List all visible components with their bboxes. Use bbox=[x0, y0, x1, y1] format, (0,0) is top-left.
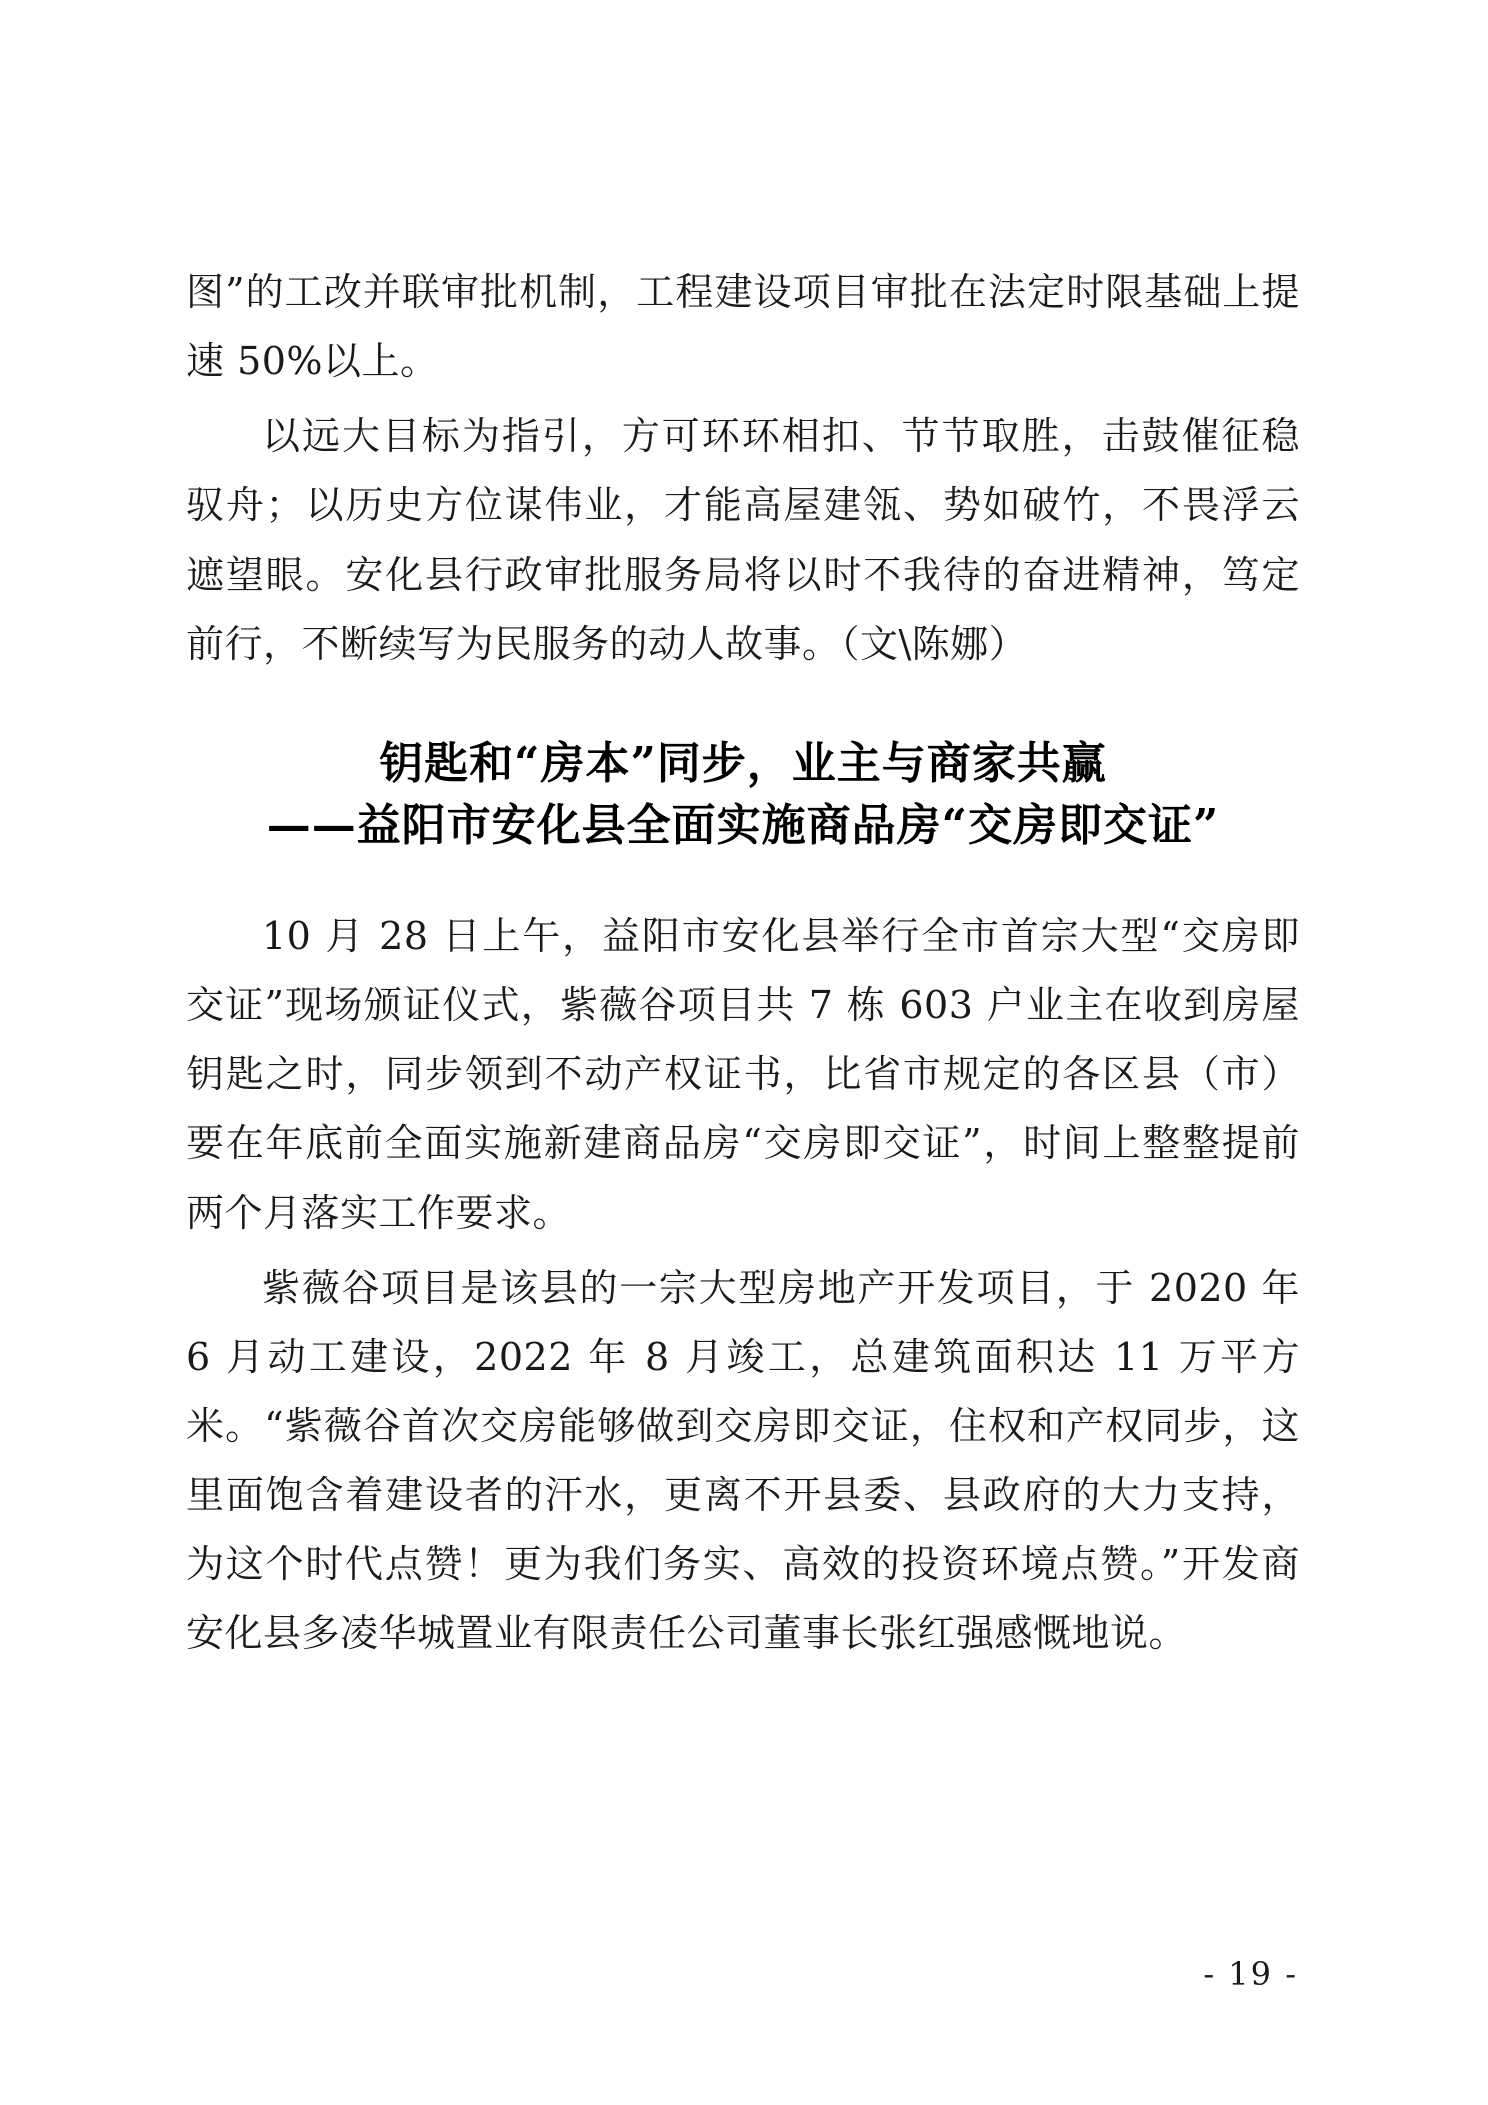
article-title-line-1: 钥匙和“房本”同步，业主与商家共赢 bbox=[379, 737, 1107, 789]
paragraph-continued: 图”的工改并联审批机制，工程建设项目审批在法定时限基础上提速 50%以上。 bbox=[186, 270, 1300, 384]
article-body bbox=[186, 902, 1300, 1669]
article-title bbox=[186, 733, 1300, 858]
article-paragraph-1: 10 月 28 日上午，益阳市安化县举行全市首宗大型“交房即交证”现场颁证仪式，紫薇谷项目共 7 栋 603 户业主在收到房屋钥匙之时，同步领到不动产权证书，比省市规定的各区县（市）要在年底前全面实施新建商品房“交房即交证”，时间上整整提前两个月落实工作要求。 bbox=[186, 913, 1300, 1235]
page-number: - 19 - bbox=[1203, 1955, 1298, 1993]
paragraph-closing: 以远大目标为指引，方可环环相扣、节节取胜，击鼓催征稳驭舟；以历史方位谋伟业，才能高屋建瓴、势如破竹，不畏浮云遮望眼。安化县行政审批服务局将以时不我待的奋进精神，笃定前行，不断续写为民服务的动人故事。（文\陈娜） bbox=[186, 414, 1300, 666]
page-content bbox=[186, 258, 1300, 1675]
article-paragraph-2: 紫薇谷项目是该县的一宗大型房地产开发项目，于 2020 年 6 月动工建设，2022 年 8 月竣工，总建筑面积达 11 万平方米。“紫薇谷首次交房能够做到交房即交证，住权和产权同步，这里面饱含着建设者的汗水，更离不开县委、县政府的大力支持，为这个时代点赞！更为我们务实、高效的投资环境点赞。”开发商安化县多凌华城置业有限责任公司董事长张红强感慨地说。 bbox=[186, 1265, 1300, 1656]
article-title-line-2: ——益阳市安化县全面实施商品房“交房即交证” bbox=[266, 800, 1220, 852]
